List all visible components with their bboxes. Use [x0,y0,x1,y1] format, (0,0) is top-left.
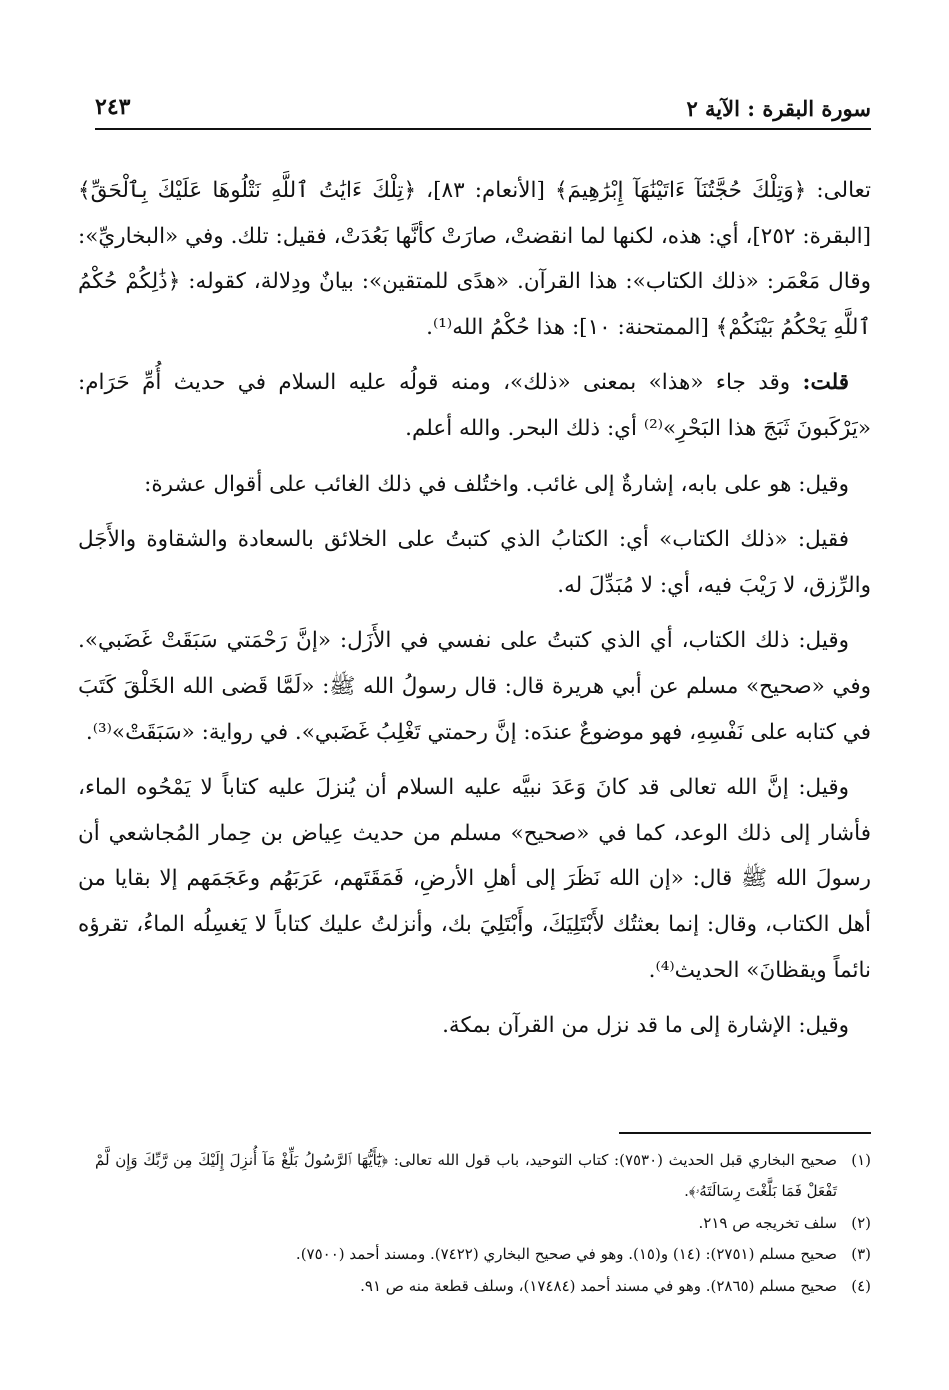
paragraph: وقيل: الإشارة إلى ما قد نزل من القرآن بمكة. [442,1013,849,1039]
footnote-text: صحيح البخاري قبل الحديث (٧٥٣٠): كتاب التوحيد، باب قول الله تعالى: ﴿يَٰٓأَيُّهَا ٱلرَّسُولُ بَلِّغْ مَآ أُنزِلَ إِلَيْكَ مِن رَّبِّكَ وَإِن لَّمْ تَفْعَلْ فَمَا بَلَّغْتَ رِسَالَتَهُۥ﴾. [95,1151,838,1201]
running-title: سورة البقرة : الآية ٢ [686,96,871,121]
footnote-text: صحيح مسلم (٢٧٥١): (١٤) و(١٥). وهو في صحيح البخاري (٧٤٢٢). ومسند أحمد (٧٥٠٠). [295,1245,837,1264]
paragraph: تعالى: ﴿وَتِلْكَ حُجَّتُنَآ ءَاتَيْنَٰهَآ إِبْرَٰهِيمَ﴾ [الأنعام: ٨٣]، ﴿تِلْكَ ءَايَٰتُ ٱللَّهِ نَتْلُوهَا عَلَيْكَ بِٱلْحَقِّ﴾ [البقرة: ٢٥٢]، أي: هذه، لكنها لما انقضتْ، صارَتْ كأنَّها بَعُدَتْ، فقيل: تلك. وفي «البخاريِّ»: وقال مَعْمَر: «ذلك الكتاب»: هذا القرآن. «هدًى للمتقين»: بيانٌ ودِلالة، كقوله: ﴿ذَٰلِكُمْ حُكْمُ ٱللَّهِ يَحْكُمُ بَيْنَكُمْ﴾ [الممتحنة: ١٠]: هذا حُكْمُ الله⁽¹⁾. [78,178,871,340]
footnote-divider [619,1132,871,1134]
paragraph: وقيل: ذلك الكتاب، أي الذي كتبتُ على نفسي في الأَزَل: «إنَّ رَحْمَتي سَبَقَتْ غَضَبي». وفي «صحيح» مسلم عن أبي هريرة قال: قال رسولُ الله ﷺ: «لَمَّا قَضى الله الخَلْقَ كَتَبَ في كتابه على نَفْسِهِ، فهو موضوعٌ عندَه: إنَّ رحمتي تَغْلِبُ غَضَبي». في رواية: «سَبَقَتْ»⁽³⁾. [78,628,871,745]
footnote-text: سلف تخريجه ص ٢١٩. [698,1213,837,1232]
footnote-text: صحيح مسلم (٢٨٦٥). وهو في مسند أحمد (١٧٤٨٤)، وسلف قطعة منه ص ٩١. [360,1276,837,1295]
paragraph: قلت: وقد جاء «هذا» بمعنى «ذلك»، ومنه قولُه عليه السلام في حديث أُمِّ حَرَام: «يَرْكَبونَ ثَبَجَ هذا البَحْرِ»⁽²⁾ أي: ذلك البحر. والله أعلم. [78,370,871,441]
paragraph: فقيل: «ذلك الكتاب» أي: الكتابُ الذي كتبتُ على الخلائق بالسعادة والشقاوة والأَجَل والرِّزق، لا رَيْبَ فيه، أي: لا مُبَدِّلَ له. [78,527,871,598]
footnote-number: (١) [851,1151,871,1169]
footnote-number: (٢) [851,1213,871,1232]
footnotes [95,1145,871,1302]
main-text [78,168,871,1059]
qultu-label: قلت: [802,370,849,396]
page-number: ٢٤٣ [95,94,131,120]
paragraph: وقيل: هو على بابه، إشارةٌ إلى غائب. واختُلف في ذلك الغائب على أقوال عشرة: [144,471,849,497]
footnote [95,1145,871,1208]
footnote-number: (٣) [851,1245,871,1264]
paragraph: وقيل: إنَّ الله تعالى قد كانَ وَعَدَ نبيَّه عليه السلام أن يُنزلَ عليه كتاباً لا يَمْحُوه الماء، فأشار إلى ذلك الوعد، كما في «صحيح» مسلم من حديث عِياض بن حِمار المُجاشعي أن رسولَ الله ﷺ قال: «إن الله نَظَرَ إلى أهلِ الأرضِ، فَمَقَتَهم، عَرَبَهُم وعَجَمَهم إلا بقايا من أهل الكتاب، وقال: إنما بعثتُك لأَبْتَلِيَكَ، وأَبْتَلِيَ بك، وأنزلتُ عليك كتاباً لا يَغسِلُه الماءُ، تقرؤه نائماً ويقظانَ» الحديث⁽⁴⁾. [78,775,871,983]
footnote [95,1239,871,1270]
footnote [95,1271,871,1302]
footnote-number: (٤) [851,1276,871,1295]
page-header [95,92,871,130]
footnote [95,1208,871,1239]
